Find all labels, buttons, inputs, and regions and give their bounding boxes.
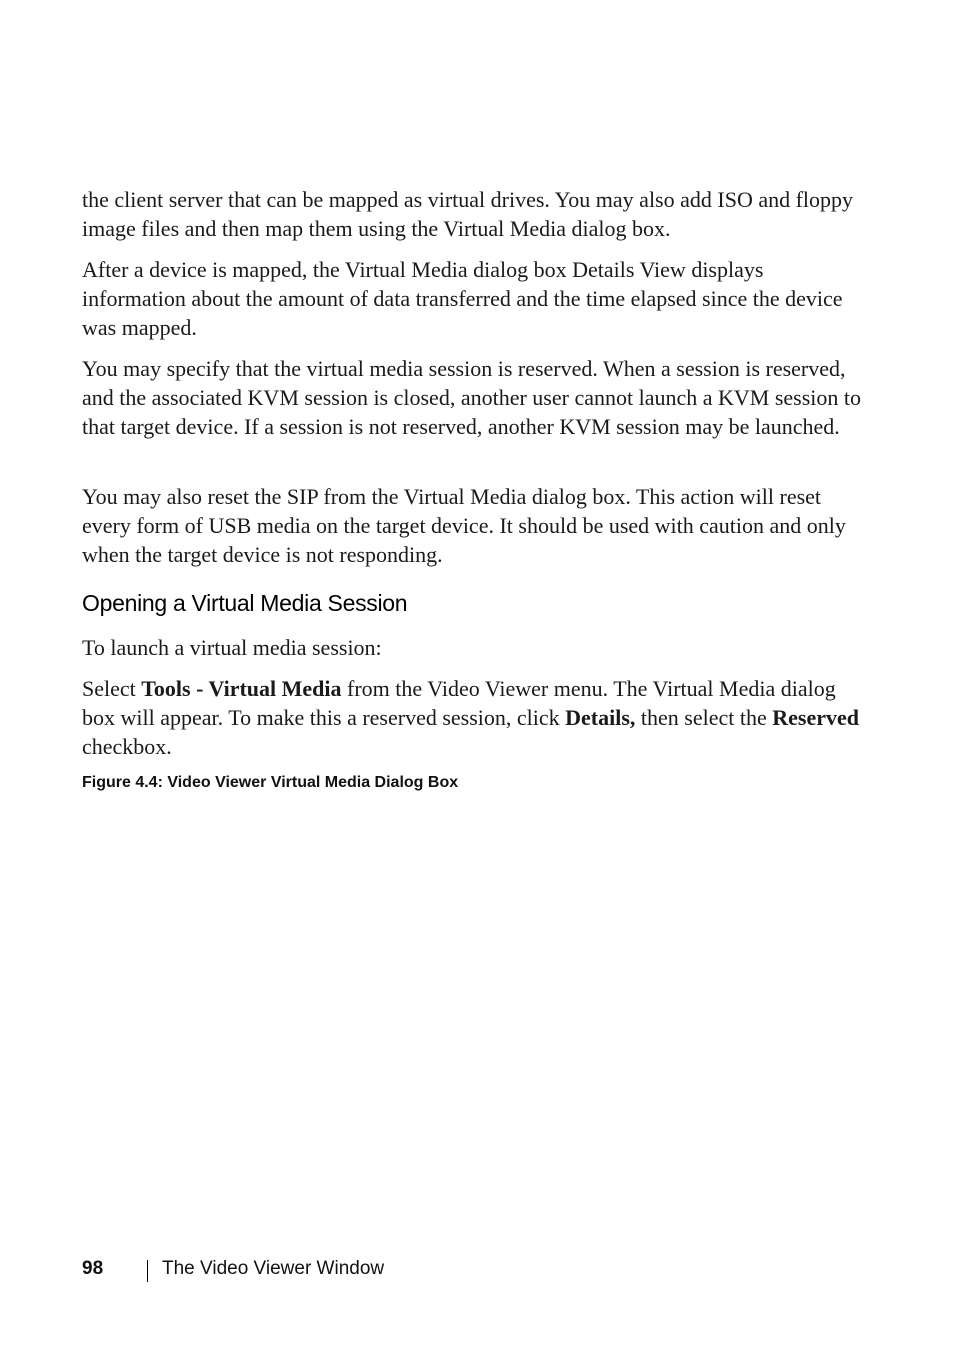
paragraph-launch-intro: To launch a virtual media session: (82, 635, 382, 660)
page-number: 98 (82, 1258, 104, 1279)
paragraph-instruction (82, 674, 872, 761)
instruction-text-4: checkbox. (82, 734, 172, 759)
reserved-label: Reserved (772, 705, 860, 730)
figure-caption: Figure 4.4: Video Viewer Virtual Media Dialog Box (82, 774, 459, 791)
menu-path-tools-virtual-media: Tools - Virtual Media (141, 676, 342, 701)
instruction-text-2: from the Video Viewer menu. The Virtual Media dialog box will appear. To make this a reserved session, click (82, 676, 836, 730)
section-heading: Opening a Virtual Media Session (82, 590, 408, 616)
details-label: Details, (565, 705, 636, 730)
instruction-text-1: Select (82, 676, 142, 701)
paragraph-reset-sip: You may also reset the SIP from the Virtual Media dialog box. This action will reset every form of USB media on the target device. It should be used with caution and only when the target device is not responding. (82, 484, 846, 567)
paragraph-virtual-drives: the client server that can be mapped as virtual drives. You may also add ISO and floppy image files and then map them using the Virtual Media dialog box. (82, 187, 854, 241)
paragraph-reserved-session: You may specify that the virtual media session is reserved. When a session is reserved, and the associated KVM session is closed, another user cannot launch a KVM session to that target device. If a session is not reserved, another KVM session may be launched. (82, 356, 862, 439)
instruction-text-3: then select the (635, 705, 773, 730)
paragraph-details-view: After a device is mapped, the Virtual Media dialog box Details View displays information about the amount of data transferred and the time elapsed since the device was mapped. (82, 257, 843, 340)
chapter-title: The Video Viewer Window (162, 1258, 385, 1279)
footer-divider (147, 1260, 148, 1282)
